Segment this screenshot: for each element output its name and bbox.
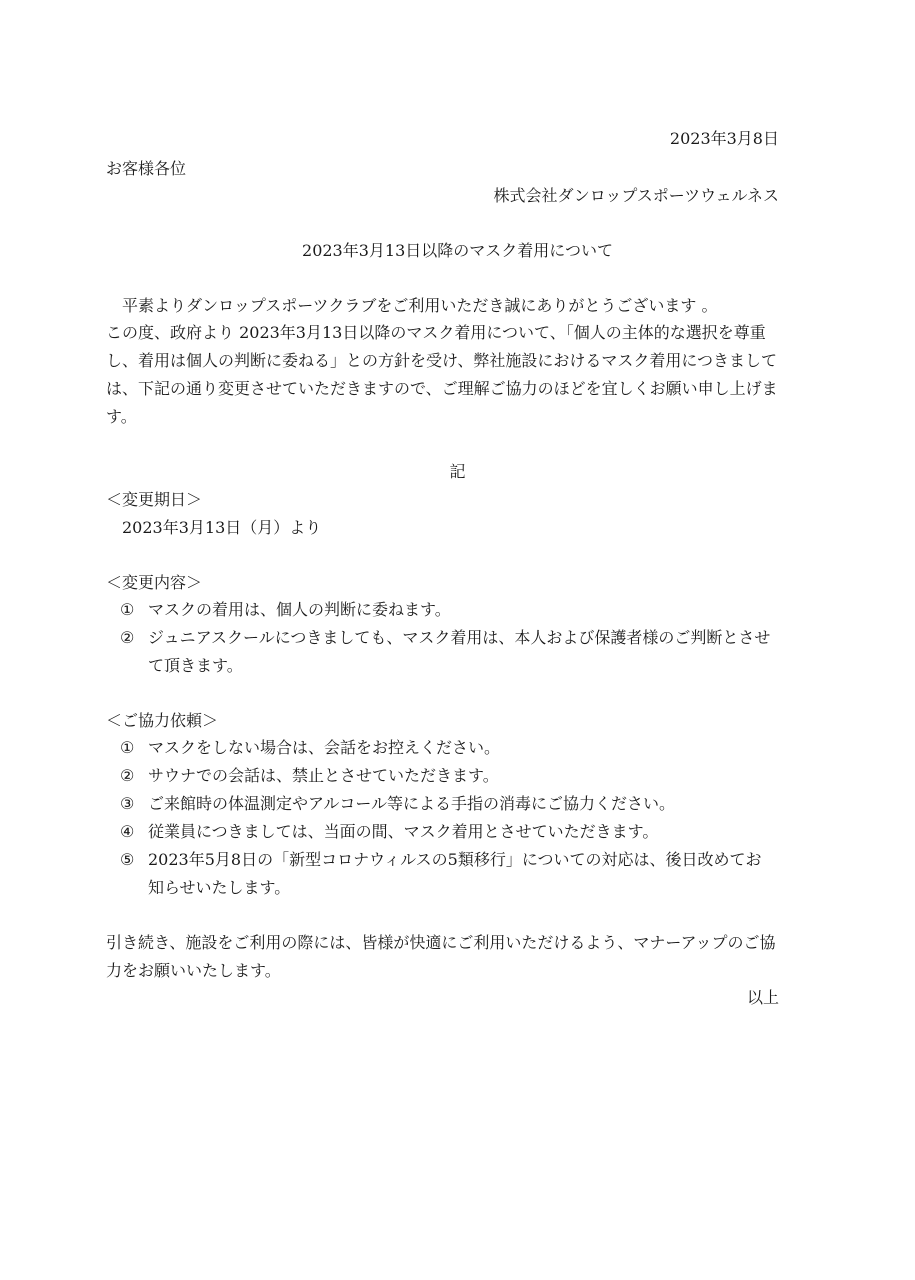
list-item: サウナでの会話は、禁止とさせていただきます。 <box>148 766 499 785</box>
ijo-closing: 以上 <box>746 988 779 1007</box>
change-date-heading: ＜変更期日＞ <box>106 490 203 509</box>
change-date-value: 2023年3月13日（月）より <box>122 518 322 537</box>
list-item: ジュニアスクールにつきましても、マスク着用は、本人および保護者様のご判断とさせ <box>148 628 771 647</box>
intro-line: は、下記の通り変更させていただきますので、ご理解ご協力のほどを宜しくお願い申し上げま <box>106 379 778 398</box>
item-number: ① <box>120 738 135 757</box>
list-item: マスクをしない場合は、会話をお控えください。 <box>148 738 501 757</box>
list-item-continuation: て頂きます。 <box>148 656 243 675</box>
addressee: お客様各位 <box>106 159 187 178</box>
list-item: 従業員につきましては、当面の間、マスク着用とさせていただきます。 <box>148 822 659 841</box>
intro-line: し、着用は個人の判断に委ねる」との方針を受け、弊社施設におけるマスク着用につきまして <box>106 351 778 370</box>
list-item-continuation: 知らせいたします。 <box>148 878 291 897</box>
list-item: 2023年5月8日の「新型コロナウィルスの5類移行」についての対応は、後日改めてお <box>148 850 762 869</box>
intro-line: この度、政府より 2023年3月13日以降のマスク着用について、「個人の主体的な選択を尊重 <box>106 323 766 342</box>
item-number: ① <box>120 600 135 619</box>
intro-line: 平素よりダンロップスポーツクラブをご利用いただき誠にありがとうございます 。 <box>122 296 718 315</box>
document-date: 2023年3月8日 <box>669 129 779 148</box>
closing-line: 力をお願いいたします。 <box>106 961 281 980</box>
item-number: ④ <box>120 822 135 841</box>
closing-line: 引き続き、施設をご利用の際には、皆様が快適にご利用いただけるよう、マナーアップのご協 <box>106 933 776 952</box>
list-item: マスクの着用は、個人の判断に委ねます。 <box>148 600 451 619</box>
list-item: ご来館時の体温測定やアルコール等による手指の消毒にご協力ください。 <box>148 794 676 813</box>
ki-heading: 記 <box>449 462 466 481</box>
request-heading: ＜ご協力依頼＞ <box>106 711 219 730</box>
item-number: ③ <box>120 794 135 813</box>
item-number: ② <box>120 766 135 785</box>
change-content-heading: ＜変更内容＞ <box>106 573 203 592</box>
intro-line: す。 <box>106 407 137 426</box>
item-number: ② <box>120 628 135 647</box>
item-number: ⑤ <box>120 850 135 869</box>
document-title: 2023年3月13日以降のマスク着用について <box>302 241 613 260</box>
company-name: 株式会社ダンロップスポーツウェルネス <box>493 186 779 205</box>
